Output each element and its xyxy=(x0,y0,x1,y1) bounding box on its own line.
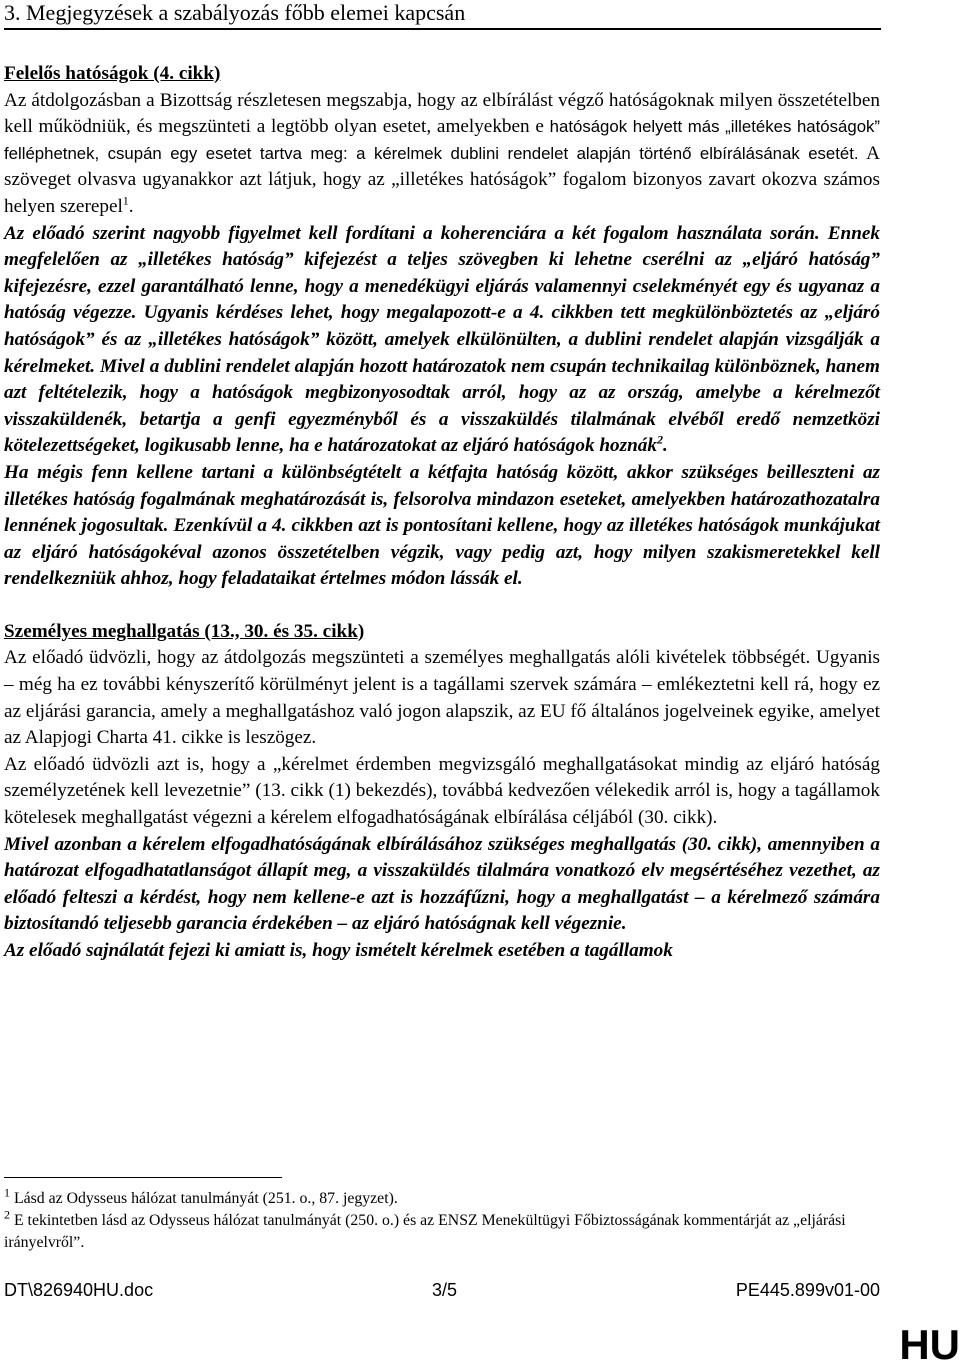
paragraph-bold-italic: Ha mégis fenn kellene tartani a különbségtételt a kétfajta hatóság között, akkor szükséges beilleszteni az illetékes hatóság fogalmának meghatározását is, felsorolva mindazon eseteket, amelyekben határozathozatalra lennének jogosultak. Ezenkívül a 4. cikkben azt is pontosítani kellene, hogy az illetékes hatóságok munkájukat az eljáró hatóságokéval azonos összetételben végzik, vagy pedig azt, hogy milyen szakismeretekkel kell rendelkezniük ahhoz, hogy feladataikat értelmes módon lássák el. xyxy=(4,461,880,590)
footnote-number: 2 xyxy=(4,1207,10,1222)
footnote-text: E tekintetben lásd az Odysseus hálózat tanulmányát (250. o.) és az ENSZ Menekültügyi Főbiztosságának kommentárját az „eljárási irányelvről”. xyxy=(4,1212,846,1251)
paragraph xyxy=(4,88,880,221)
document-filename: DT\826940HU.doc xyxy=(4,1280,154,1300)
footnote xyxy=(4,1185,880,1210)
page-number: 3/5 xyxy=(431,1280,457,1300)
paragraph-text: Az átdolgozásban a Bizottság részletesen megszabja, hogy az elbírálást végző hatóságoknak milyen összetételben kell működniük, és megszünteti a legtöbb olyan esetet, amelyekben e xyxy=(4,89,880,138)
language-code: HU xyxy=(899,1321,960,1368)
footnote-text: Lásd az Odysseus hálózat tanulmányát (251. o., 87. jegyzet). xyxy=(13,1190,398,1207)
paragraph-bold-italic: Az előadó sajnálatát fejezi ki amiatt is, hogy ismételt kérelmek esetében a tagállamok xyxy=(4,940,673,961)
paragraph-text-sans: hatóságok helyett más „illetékes hatóságok” felléphetnek, csupán egy esetet tartva meg: a kérelmek dublini rendelet alapján történő elbírálásának esetét. xyxy=(4,117,881,163)
main-content xyxy=(4,61,880,965)
footnote-ref[interactable]: 2 xyxy=(656,432,663,447)
section-heading: 3. Megjegyzések a szabályozás főbb elemei kapcsán xyxy=(4,0,881,30)
paragraph-text: . xyxy=(662,435,668,457)
subheading-felelos-hatosagok: Felelős hatóságok (4. cikk) xyxy=(4,63,221,84)
spacer xyxy=(4,593,880,619)
paragraph-bold-italic xyxy=(4,221,880,460)
paragraph-text: . xyxy=(128,195,134,217)
paragraph-text: Ugyanis kérdéses lehet, hogy megalapozott-e a 4. cikkben tett megkülönböztetés az „eljáró hatóságok” és az „illetékes hatóságok” között, amelyek elkülönülten, a dublini rendelet alapján vizsgálják a kérelmeket. Mivel a dublini rendelet alapján hozott határozatok nem csupán technikailag különböznek, hanem azt feltételezik, hogy a hatóságok megbizonyosodtak arról, hogy az az ország, amelybe a kérelmezőt visszaküldenék, betartja a genfi egyezményből és a visszaküldés tilalmának elvéből eredő nemzetközi kötelezettségeket, logikusabb lenne, ha e határozatokat az eljáró hatóságok hoznák xyxy=(4,302,880,457)
paragraph: Az előadó üdvözli azt is, hogy a „kérelmet érdemben megvizsgáló meghallgatásokat mindig az eljáró hatóság személyzetének kell levezetnie” (13. cikk (1) bekezdés), továbbá kedvezően vélekedik arról is, hogy a tagállamok kötelesek meghallgatást végezni a kérelem elfogadhatóságának elbírálása céljából (30. cikk). xyxy=(4,753,880,829)
footnote-number: 1 xyxy=(4,1185,10,1200)
paragraph-bold-italic: Mivel azonban a kérelem elfogadhatóságának elbírálásához szükséges meghallgatás (30. cikk), amennyiben a határozat elfogadhatatlanságot állapít meg, a visszaküldés tilalmára vonatkozó elv megsértéséhez vezethet, az előadó felteszi a kérdést, hogy nem kellene-e azt is hozzáfűzni, hogy a meghallgatást – a kérelmező számára biztosítandó teljesebb garancia érdekében – az eljáró hatóságnak kell végeznie. xyxy=(4,833,880,935)
footnotes xyxy=(4,1185,880,1254)
document-reference: PE445.899v01-00 xyxy=(735,1280,880,1300)
footnote-ref[interactable]: 1 xyxy=(122,193,129,208)
footnote-divider xyxy=(4,1177,282,1178)
page-footer xyxy=(4,1280,880,1301)
paragraph-text: Az előadó szerint nagyobb figyelmet kell fordítani a koherenciára a két fogalom használata során. Ennek megfelelően az „illetékes hatóság” kifejezést a teljes szövegben ki lehetne cserélni az „eljáró hatóság” kifejezésre, ezzel garantálható lenne, hogy a menedékügyi eljárás valamennyi cselekményét egy és ugyanaz a hatóság végezze. xyxy=(4,222,880,324)
paragraph-text: A szöveget olvasva ugyanakkor azt látjuk, hogy az „illetékes hatóságok” fogalom bizonyos zavart okozva számos helyen szerepel xyxy=(4,142,880,217)
footnote xyxy=(4,1207,880,1254)
subheading-szemelyes-meghallgatas: Személyes meghallgatás (13., 30. és 35. cikk) xyxy=(4,620,365,642)
paragraph: Az előadó üdvözli, hogy az átdolgozás megszünteti a személyes meghallgatás alóli kivételek többségét. Ugyanis – még ha ez további kényszerítő körülményt jelent is a tagállami szervek számára – emlékeztetni kell rá, hogy ez az eljárási garancia, amely a meghallgatáshoz való jogon alapszik, az EU fő általános jogelveinek egyike, amelyet az Alapjogi Charta 41. cikke is leszögez. xyxy=(4,647,880,749)
